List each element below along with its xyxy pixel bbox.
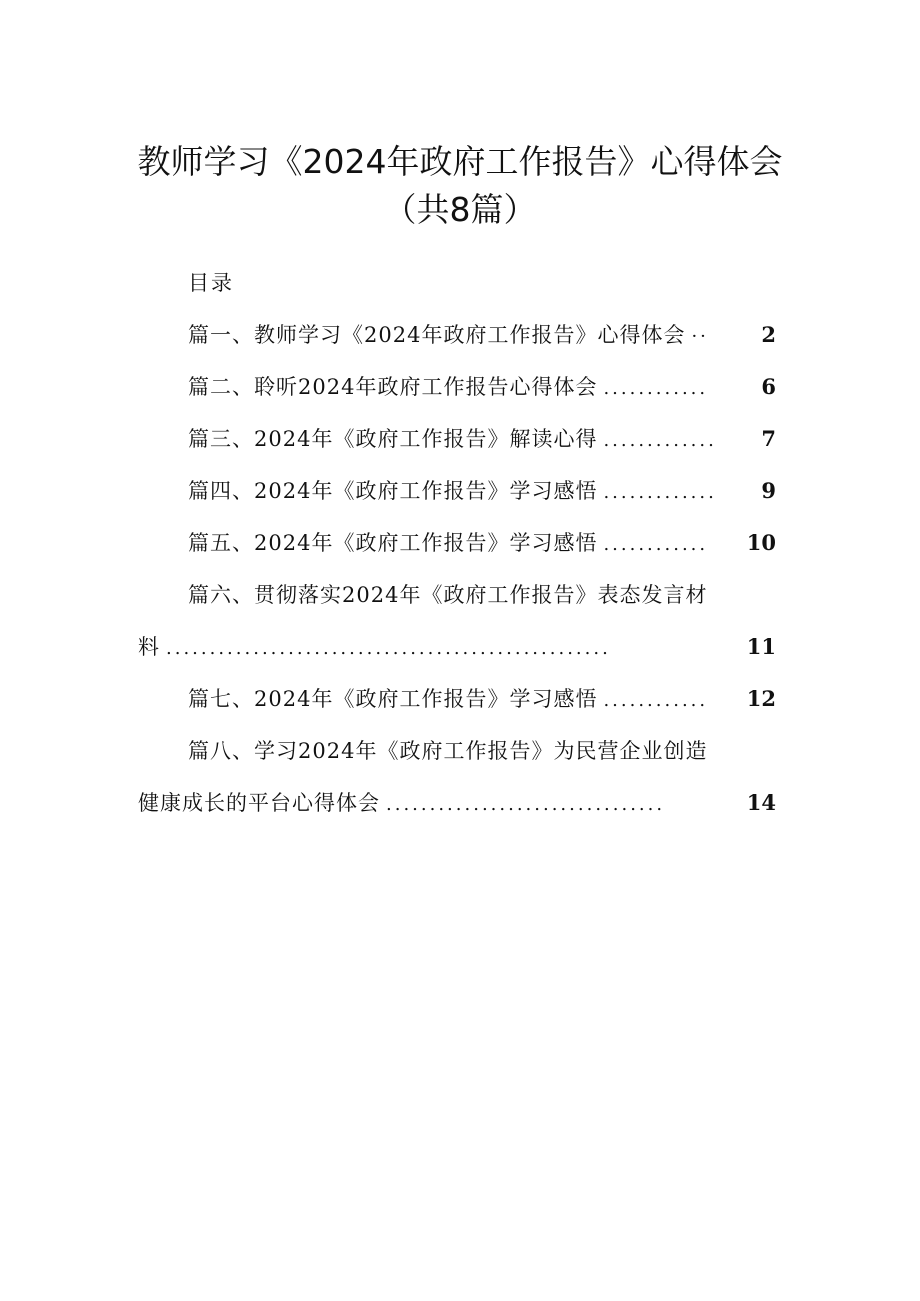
toc-page-number: 7 — [761, 426, 776, 451]
toc-leader: ................................................... — [166, 638, 611, 659]
toc-entry-8[interactable] — [138, 788, 776, 820]
toc-leader: ............ — [603, 378, 709, 399]
toc-entry-title: 篇一、教师学习《2024年政府工作报告》心得体会 — [188, 323, 686, 347]
toc-entry-title: 篇四、2024年《政府工作报告》学习感悟 — [188, 479, 598, 503]
toc-leader: ............ — [603, 690, 709, 711]
toc-entry-8-line-1[interactable]: 篇八、学习2024年《政府工作报告》为民营企业创造 — [188, 739, 708, 763]
toc-leader: ............. — [603, 430, 717, 451]
toc-entry-5[interactable] — [188, 528, 776, 560]
toc-page-number: 14 — [746, 790, 776, 815]
document-subtitle: （共8篇） — [383, 190, 537, 229]
toc-leader: ·· — [691, 326, 709, 347]
toc-entry-title: 篇五、2024年《政府工作报告》学习感悟 — [188, 531, 598, 555]
toc-page-number: 12 — [746, 686, 776, 711]
toc-entry-title: 料 — [138, 635, 160, 659]
toc-entry-title: 篇三、2024年《政府工作报告》解读心得 — [188, 427, 598, 451]
toc-entry-2[interactable] — [188, 372, 776, 404]
toc-page-number: 2 — [761, 322, 776, 347]
toc-entry-6[interactable] — [138, 632, 776, 664]
toc-entry-1[interactable] — [188, 320, 776, 352]
toc-leader: ................................ — [386, 794, 666, 815]
toc-page-number: 6 — [761, 374, 776, 399]
toc-leader: ............. — [603, 482, 717, 503]
toc-page-number: 10 — [746, 530, 776, 555]
toc-heading: 目录 — [188, 271, 234, 295]
toc-entry-3[interactable] — [188, 424, 776, 456]
toc-page-number: 9 — [761, 478, 776, 503]
toc-entry-4[interactable] — [188, 476, 776, 508]
toc-entry-7[interactable] — [188, 684, 776, 716]
toc-entry-6-line-1[interactable]: 篇六、贯彻落实2024年《政府工作报告》表态发言材 — [188, 583, 708, 607]
toc-page-number: 11 — [746, 634, 776, 659]
toc-entry-title: 健康成长的平台心得体会 — [138, 791, 380, 815]
toc-entry-title: 篇二、聆听2024年政府工作报告心得体会 — [188, 375, 598, 399]
document-title: 教师学习《2024年政府工作报告》心得体会 — [137, 142, 783, 181]
toc-leader: ............ — [603, 534, 709, 555]
toc-entry-title: 篇七、2024年《政府工作报告》学习感悟 — [188, 687, 598, 711]
